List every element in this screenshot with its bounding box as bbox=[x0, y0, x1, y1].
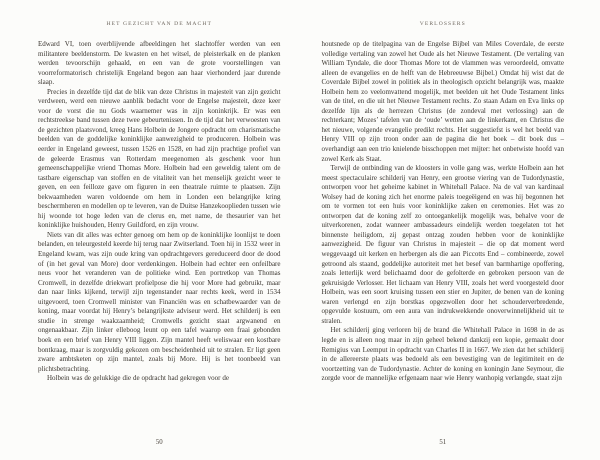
paragraph: Holbein was de gelukkige die de opdracht had gekregen voor de bbox=[47, 374, 229, 383]
paragraph: Niets van dit alles was echter genoeg om hem op de koninklijke loonlijst te doen belanden, en teleurgesteld keerde hij terug naar Zwitserland. Toen hij in 1532 weer in Engeland kwam, was zijn oude kring van opdrachtgevers gereduceerd door de dood of (in het geval van More) door verdenkingen. Holbein had echter een onfeilbare neus voor het veranderen van de politieke wind. Een portretkop van Thomas Cromwell, in dezelfde driekwart profielpose die hij voor More had gebruikt, maar dan naar links kijkend, terwijl zijn tegenstander naar rechts keek, werd in 1534 uitgevoerd, toen Cromwell minister van Financiën was en schatbewaarder van de koning, maar voordat hij Henry’s belangrijkste adviseur werd. Het schilderij is een studie in strenge waakzaamheid; Cromwells gezicht staat argwanend en ongenaakbaar. Zijn linker elleboog leunt op een tafel waarop een fraai gebonden boek en een brief van Henry VIII liggen. Zijn mantel heeft weliswaar een kostbare bontkraag, maar is zorgvuldig gekozen om bescheidenheid uit te stralen. Er ligt geen zware ambtsketen op zijn mantel, zoals bij More. Hij is het toonbeeld van plichtsbetrachting. bbox=[38, 230, 281, 373]
paragraph: Terwijl de ontbinding van de kloosters in volle gang was, werkte Holbein aan het meest spectaculaire schilderij van Henry, een grootse viering van de Tudordynastie, ontworpen voor het geheime kabinet in Whitehall Palace. Na de val van kardinaal Wolsey had de koning zich het enorme paleis toegeëigend en was hij begonnen het om te vormen tot een huis voor koninklijke zaken en ceremonies. Het was zo ontworpen dat de koning zelf zo ontoegankelijk mogelijk was, behalve voor de uitverkorenen, zodat wanneer ambassadeurs eindelijk werden toegelaten tot het binnenste heiligdom, zij gepast ontzag zouden hebben voor de koninklijke aanwezigheid. De figuur van Christus in majesteit – die op dat moment werd weggevaagd uit kerken en herbergen als die aan Piccotts End – combineerde, zowel getroond als staand, goddelijke autoriteit met het besef van barmhartige opoffering, zoals letterlijk werd belichaamd door de gefolterde en gebroken persoon van de gekruisigde Verlosser. Het lichaam van Henry VIII, zoals het werd voorgesteld door Holbein, was een soort kruising tussen een stier en Jupiter, de benen van de koning waren verlengd en zijn borstkas opgezwollen door het schouderverbredende, opgevulde kostuum, om een aura van indrukwekkende onoverwinnelijkheid uit te stralen. bbox=[321, 164, 564, 325]
left-page bbox=[38, 21, 281, 460]
right-page-body bbox=[322, 40, 565, 384]
page-number-right: 51 bbox=[439, 439, 447, 446]
running-head-right: VERLOSSERS bbox=[419, 21, 466, 27]
page-number-left: 50 bbox=[155, 439, 163, 446]
paragraph: Het schilderij ging verloren bij de brand die Whitehall Palace in 1698 in de as legde en is alleen nog maar in zijn geheel bekend dankzij een kopie, gemaakt door Remigius van Leemput in opdracht van Charles II in 1667. We zien dat het schilderij in de allereerste plaats was bedoeld als een bevestiging van de legitimiteit en de voortzetting van de Tudordynastie. Achter de koning en koningin Jane Seymour, die zorgde voor de mannelijke erfgenaam naar wie Henry wanhopig verlangde, staat zijn bbox=[321, 326, 564, 383]
paragraph: Edward VI, toen overblijvende afbeeldingen het slachtoffer werden van een militantere beeldenstorm. De kwasten en het witsel, de pleisterkalk en de planken werden tevoorschijn gehaald, en een van de grote voorstellingen van voorreformatorisch christelijk Engeland begon aan haar vierhonderd jaar durende slaap. bbox=[38, 40, 281, 87]
running-head-left: HET GEZICHT VAN DE MACHT bbox=[106, 21, 213, 27]
paragraph: Precies in dezelfde tijd dat de blik van deze Christus in majesteit van zijn gezicht verdween, werd een nieuwe aanblik bedacht voor de Engelse majesteit, deze keer voor de vorst die nu Gods waarnemer was in zijn koninkrijk. Er was een rechtstreekse band tussen deze twee gebeurtenissen. In de tijd dat het verwoesten van de gezichten plaatsvond, kreeg Hans Holbein de Jongere opdracht om charismatische beelden van de goddelijke koninklijke aanwezigheid te produceren. Holbein was eerder in Engeland geweest, tussen 1526 en 1528, en had zijn prachtige profiel van de geleerde Erasmus van Rotterdam meegenomen als geschenk voor hun gemeenschappelijke vriend Thomas More. Holbein had een geweldig talent om de tastbare eigenschap van stoffen en de vitaliteit van het menselijk gezicht weer te geven, en een feilloze gave om figuren in een theatrale ruimte te plaatsen. Zijn bekwaamheden waren voldoende om hem in Londen een belangrijke kring beschermheren en modellen op te leveren, van de Duitse Hanzekooplieden tussen wie hij woonde tot hoge leden van de clerus en, met name, de thesaurier van het koninklijke huishouden, Henry Guildford, en zijn vrouw. bbox=[38, 87, 281, 230]
left-page-body bbox=[38, 40, 281, 384]
right-page bbox=[322, 21, 565, 460]
paragraph: houtsnede op de titelpagina van de Engelse Bijbel van Miles Coverdale, de eerste volledige vertaling van zowel het Oude als het Nieuwe Testament. (De vertaling van William Tyndale, die door Thomas More tot de vlammen was veroordeeld, omvatte alleen de evangelies en de helft van de Hebreeuwse Bijbel.) Omdat hij wist dat de Coverdale Bijbel zowel in politiek als in theologisch opzicht belangrijk was, maakte Holbein hem zo veelomvattend mogelijk, met beelden uit het Oude Testament links van de titel, en die uit het Nieuwe Testament rechts. Zo staan Adam en Eva links op dezelfde lijn als de herrezen Christus (de zondeval met verlossing) aan de rechterkant; Mozes’ tafelen van de ‘oude’ wetten aan de linkerkant, en Christus die het nieuwe, volgende evangelie predikt rechts. Het suggestiefst is wel het beeld van Henry VIII op zijn troon onder aan de pagina die het boek – dit boek dus – overhandigt aan een trio knielende bisschoppen met mijter: het onbetwiste hoofd van zowel Kerk als Staat. bbox=[321, 40, 564, 163]
